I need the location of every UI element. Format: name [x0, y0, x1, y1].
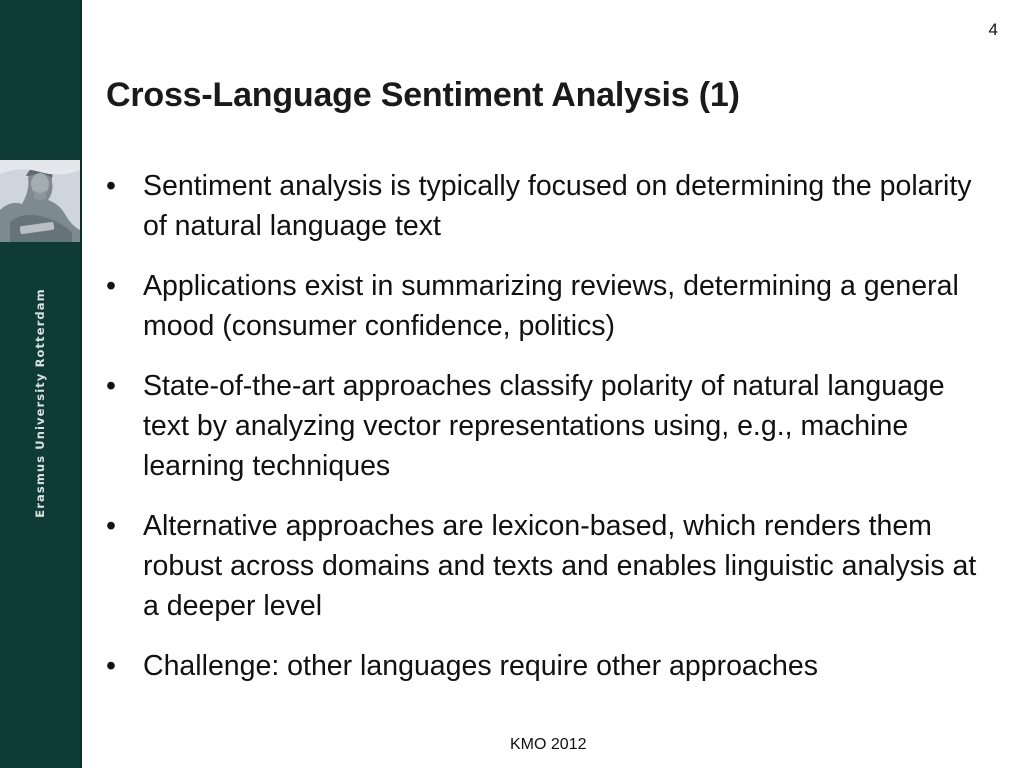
- slide-title: Cross-Language Sentiment Analysis (1): [106, 76, 740, 114]
- bullet-item: [106, 266, 986, 346]
- bullet-item: [106, 366, 986, 486]
- bullet-text: Alternative approaches are lexicon-based, which renders them robust across domains and texts and enables linguistic analysis at a deeper level: [143, 510, 977, 622]
- bullet-text: State-of-the-art approaches classify polarity of natural language text by analyzing vector representations using, e.g., machine learning techniques: [143, 370, 945, 482]
- page-number: 4: [988, 20, 998, 39]
- bullet-text: Sentiment analysis is typically focused on determining the polarity of natural language text: [143, 170, 972, 242]
- footer-label: KMO 2012: [510, 736, 587, 753]
- statue-image: [0, 160, 80, 242]
- statue-illustration: [0, 160, 80, 242]
- university-name: Erasmus University Rotterdam: [33, 288, 47, 518]
- bullet-item: [106, 506, 986, 626]
- bullet-marker: •: [106, 170, 116, 202]
- sidebar: [0, 0, 82, 768]
- bullet-marker: •: [106, 510, 116, 542]
- bullet-marker: •: [106, 370, 116, 402]
- bullet-text: Applications exist in summarizing reviews, determining a general mood (consumer confidence, politics): [143, 270, 959, 342]
- bullet-text: Challenge: other languages require other approaches: [143, 650, 818, 682]
- bullet-marker: •: [106, 270, 116, 302]
- bullet-item: [106, 646, 986, 686]
- bullet-marker: •: [106, 650, 116, 682]
- bullet-item: [106, 166, 986, 246]
- bullet-list: [106, 166, 986, 706]
